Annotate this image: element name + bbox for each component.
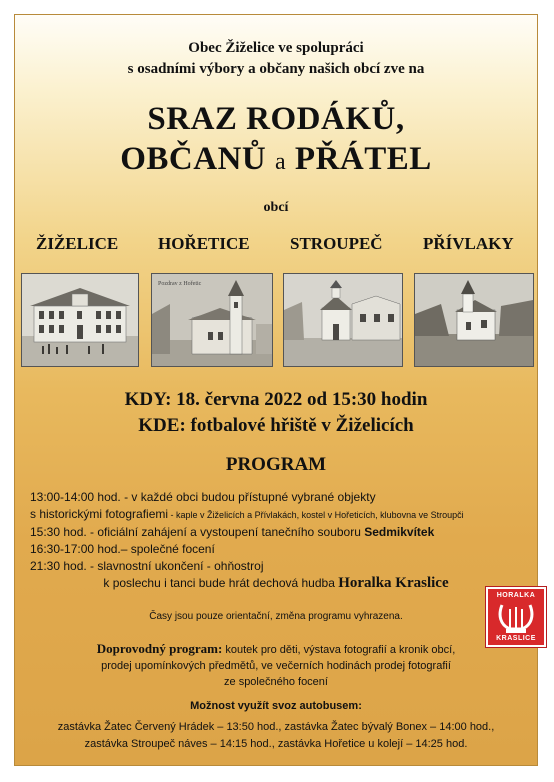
program-list: [30, 489, 530, 575]
companion-label: Doprovodný program:: [96, 641, 223, 656]
program-item-3: 15:30 hod. - oficiální zahájení a vystoupení tanečního souboru Sedmikvítek: [30, 525, 435, 539]
program-item-5: 21:30 hod. - slavnostní ukončení - ohňostroj: [30, 559, 264, 573]
title-line-2: OBČANŮ a PŘÁTEL: [120, 141, 432, 177]
event-when: KDY: 18. června 2022 od 15:30 hodin: [124, 389, 428, 410]
event-where: KDE: fotbalové hřiště v Žiželicích: [138, 415, 414, 436]
event-info: [15, 387, 537, 439]
companion-program: Doprovodný program: koutek pro děti, výstava fotografií a kronik obcí, prodej upomínkových předmětů, ve večerních hodinách prodej fotografií ze společného focení: [96, 641, 456, 688]
village-zizelice: ŽIŽELICE: [36, 234, 119, 253]
band-name: Horalka Kraslice: [338, 575, 449, 591]
intro-line-2: s osadními výbory a občany našich obcí zve na: [127, 61, 425, 77]
program-title: PROGRAM: [225, 454, 327, 475]
bus-stops: [15, 719, 537, 753]
event-title: [15, 99, 537, 182]
photo-horetice: [151, 273, 273, 367]
photo-privlaky: [414, 273, 534, 367]
bus-line-1: zastávka Žatec Červený Hrádek – 13:50 hod., zastávka Žatec bývalý Bonex – 14:00 hod.,: [57, 721, 495, 733]
program-item-2: s historickými fotografiemi - kaple v Žiželicích a Přívlakách, kostel v Hořeticích, klubovna ve Stroupči: [30, 507, 464, 521]
village-privlaky: PŘÍVLAKY: [423, 234, 514, 253]
music-line: k poslechu i tanci bude hrát dechová hudba Horalka Kraslice: [103, 575, 449, 591]
bus-line-2: zastávka Stroupeč náves – 14:15 hod., zastávka Hořetice u kolejí – 14:25 hod.: [84, 738, 468, 750]
program-item-4: 16:30-17:00 hod.– společné focení: [30, 542, 215, 556]
intro-text: [15, 38, 537, 80]
schedule-note: Časy jsou pouze orientační, změna programu vyhrazena.: [149, 611, 403, 622]
invitation-poster: [14, 14, 538, 766]
title-line-1: SRAZ RODÁKŮ,: [147, 101, 405, 137]
photo-stroupec: [283, 273, 403, 367]
intro-line-1: Obec Žiželice ve spolupráci: [188, 40, 364, 56]
village-horetice: HOŘETICE: [158, 234, 250, 253]
program-item-1: 13:00-14:00 hod. - v každé obci budou přístupné vybrané objekty: [30, 490, 376, 504]
photo-caption: Pozdrav z Hořetic: [158, 281, 202, 287]
village-stroupec: STROUPEČ: [290, 234, 383, 253]
photo-zizelice: [21, 273, 139, 367]
horalka-logo: HORALKA KRASLICE: [486, 587, 546, 647]
villages-label: obcí: [263, 200, 289, 215]
bus-heading: Možnost využít svoz autobusem:: [190, 700, 362, 712]
